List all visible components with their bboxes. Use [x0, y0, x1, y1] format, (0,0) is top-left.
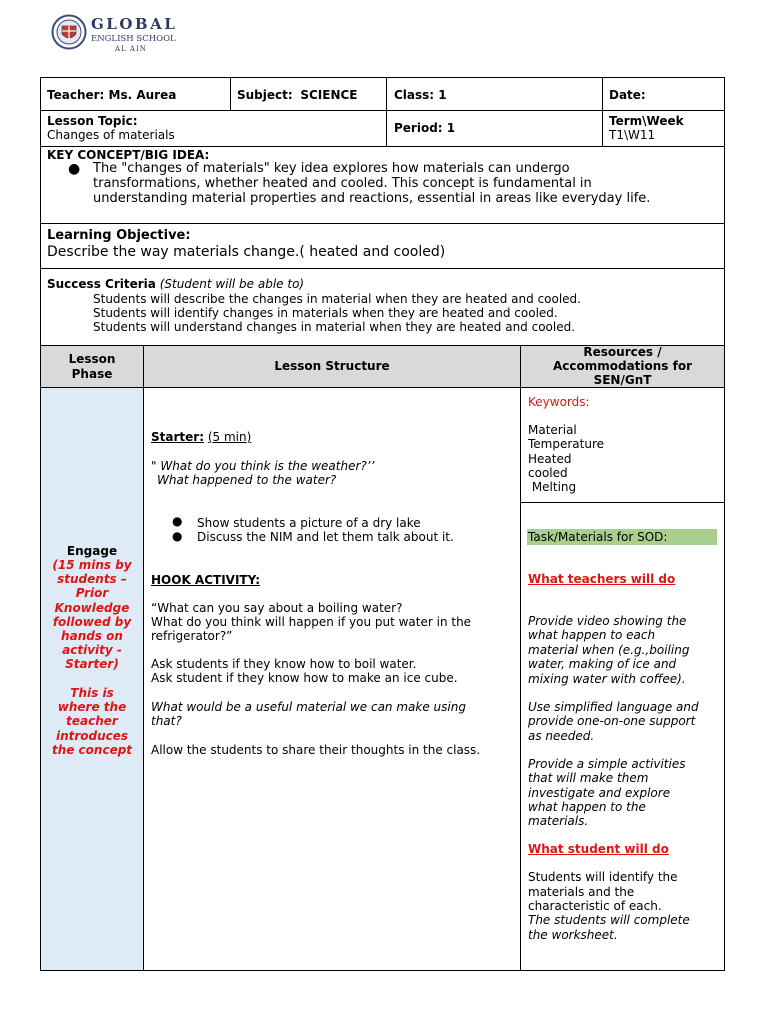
- useful-line: What would be a useful material we can make using: [151, 700, 466, 714]
- key-concept-line: transformations, whether heated and cooled. This concept is fundamental in: [93, 176, 592, 191]
- keyword-item: cooled: [528, 466, 568, 480]
- student-heading: What student will do: [528, 842, 669, 856]
- structure-header: Lesson Structure: [274, 359, 390, 373]
- keyword-item: Melting: [528, 480, 577, 494]
- learning-objective-label: Learning Objective:: [47, 228, 191, 243]
- video-line: mixing water with coffee).: [528, 672, 686, 686]
- class-field: Class: 1: [394, 88, 447, 102]
- starter-bullet: Show students a picture of a dry lake: [197, 516, 421, 530]
- phase-note-line: where the: [57, 700, 127, 715]
- phase-header-line: Lesson: [68, 352, 116, 366]
- phase-line: (15 mins by: [52, 558, 132, 572]
- bullet-icon: ●: [68, 161, 81, 177]
- student-line: materials and the: [528, 885, 635, 899]
- hook-line: refrigerator?”: [151, 629, 233, 643]
- phase-title: Engage: [66, 544, 118, 558]
- phase-note-line: the concept: [51, 742, 133, 757]
- term-label: Term\Week: [609, 114, 684, 128]
- logo-line3: AL AIN: [115, 45, 147, 53]
- learning-objective-text: Describe the way materials change.( heated and cooled): [47, 244, 446, 260]
- resources-header-line: SEN/GnT: [593, 373, 652, 387]
- activities-line: investigate and explore: [528, 786, 671, 800]
- phase-line: hands on: [61, 629, 123, 644]
- activities-line: Provide a simple activities: [528, 757, 686, 771]
- teacher-field: Teacher: Ms. Aurea: [47, 88, 177, 102]
- simplified-line: provide one-on-one support: [528, 714, 696, 728]
- keyword-item: Temperature: [528, 437, 605, 451]
- phase-column-fill: [41, 388, 143, 970]
- allow-line: Allow the students to share their thoughts in the class.: [151, 743, 481, 757]
- subject-value: SCIENCE: [300, 88, 358, 102]
- starter-bullet: Discuss the NIM and let them talk about it.: [197, 530, 454, 544]
- phase-line: activity -: [62, 643, 122, 658]
- key-concept-line: The "changes of materials" key idea explores how materials can undergo: [93, 161, 570, 176]
- bullet-icon: ●: [172, 514, 183, 528]
- simplified-line: as needed.: [528, 729, 595, 743]
- activities-line: what happen to the: [528, 800, 646, 814]
- video-line: material when (e.g.,boiling: [528, 643, 690, 657]
- useful-line: that?: [151, 714, 182, 728]
- phase-header-line: Phase: [71, 366, 113, 381]
- resources-header-line: Resources /: [583, 345, 662, 359]
- starter-label: Starter:: [151, 430, 204, 444]
- sod-label: Task/Materials for SOD:: [528, 530, 668, 544]
- success-criteria-sub: (Student will be able to): [159, 277, 305, 291]
- activities-line: that will make them: [528, 771, 649, 785]
- hook-line: “What can you say about a boiling water?: [151, 601, 403, 615]
- starter-question: What happened to the water?: [157, 473, 337, 487]
- student-line: characteristic of each.: [528, 899, 662, 913]
- date-field: Date:: [609, 88, 646, 102]
- phase-line: Starter): [65, 657, 119, 672]
- starter-line: [151, 430, 251, 445]
- student-line: Students will identify the: [528, 870, 678, 884]
- success-criteria-heading: [47, 277, 304, 292]
- phase-note-line: introduces: [55, 728, 129, 743]
- period-field: Period: 1: [394, 121, 456, 135]
- phase-description: [41, 558, 143, 672]
- subject-label: Subject:: [237, 88, 293, 102]
- video-line: water, making of ice and: [528, 657, 677, 671]
- teachers-heading: What teachers will do: [528, 572, 676, 586]
- worksheet-line: The students will complete: [528, 913, 690, 927]
- ask-line: Ask student if they know how to make an ice cube.: [151, 671, 458, 685]
- term-value: T1\W11: [609, 128, 656, 142]
- keyword-item: Heated: [528, 452, 572, 466]
- phase-line: Prior: [75, 586, 109, 601]
- success-criteria-line: Students will identify changes in materials when they are heated and cooled.: [93, 306, 558, 320]
- ask-line: Ask students if they know how to boil water.: [151, 657, 417, 671]
- success-criteria-line: Students will describe the changes in material when they are heated and cooled.: [93, 292, 581, 306]
- phase-line: Knowledge: [54, 600, 130, 615]
- worksheet-line: the worksheet.: [528, 928, 618, 942]
- lesson-topic-value: Changes of materials: [47, 128, 175, 142]
- activities-line: materials.: [528, 814, 589, 828]
- hook-activity-label: HOOK ACTIVITY:: [151, 573, 261, 587]
- phase-line: students –: [57, 572, 127, 587]
- success-criteria-label: Success Criteria: [47, 277, 156, 291]
- logo-name: GLOBAL: [91, 15, 178, 33]
- phase-line: followed by: [52, 614, 132, 629]
- bullet-icon: ●: [172, 529, 183, 543]
- lesson-topic-label: Lesson Topic:: [47, 114, 138, 128]
- keyword-item: Material: [528, 423, 577, 437]
- subject-field: [237, 88, 358, 103]
- simplified-line: Use simplified language and: [528, 700, 699, 714]
- school-crest-icon: [51, 14, 87, 50]
- video-line: Provide video showing the: [528, 614, 687, 628]
- resources-header-line: Accommodations for: [552, 359, 693, 373]
- phase-note-line: This is: [70, 686, 114, 700]
- key-concept-label: KEY CONCEPT/BIG IDEA:: [47, 148, 210, 162]
- hook-line: What do you think will happen if you put water in the: [151, 615, 472, 629]
- phase-note-line: teacher: [66, 714, 118, 729]
- school-logo: [51, 14, 191, 58]
- resources-header: [521, 345, 724, 387]
- success-criteria-line: Students will understand changes in material when they are heated and cooled.: [93, 320, 576, 334]
- key-concept-line: understanding material properties and reactions, essential in areas like everyday life.: [93, 191, 651, 206]
- video-line: what happen to each: [528, 628, 656, 642]
- keywords-label: Keywords:: [528, 395, 590, 409]
- starter-question: " What do you think is the weather?’’: [151, 459, 375, 473]
- starter-time: (5 min): [207, 430, 252, 444]
- phase-header: [41, 352, 143, 381]
- logo-line2: ENGLISH SCHOOL: [91, 34, 176, 44]
- phase-note: [41, 686, 143, 757]
